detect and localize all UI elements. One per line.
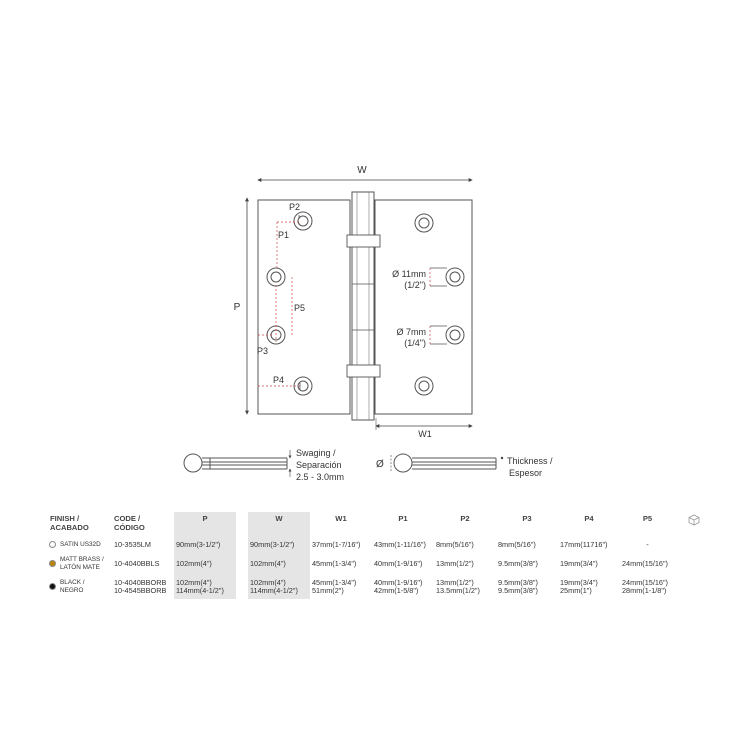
w1-value: 45mm(1-3/4") (312, 558, 357, 568)
p5-cell (620, 576, 675, 599)
p1-cell (372, 553, 434, 576)
p3-value: 9.5mm(3/8") (498, 577, 538, 587)
p-value: 102mm(4") (176, 558, 212, 568)
table-row (48, 576, 713, 599)
p2-value: 13mm(1/2") (436, 577, 474, 587)
p1-value: 42mm(1-5/8") (374, 586, 419, 596)
p3-value: 9.5mm(3/8") (498, 586, 538, 596)
header-w1: W1 (335, 514, 347, 523)
thickness-pointer-dot (501, 457, 503, 459)
p2-cell (434, 538, 496, 553)
header-p2: P2 (460, 514, 470, 523)
p3-label: P3 (257, 346, 269, 356)
p-value: 102mm(4") (176, 577, 212, 587)
p4-value: 17mm(11716") (560, 540, 608, 549)
finish-cell (48, 576, 112, 599)
p3-cell (496, 538, 558, 553)
p1-value: 40mm(1-9/16") (374, 577, 423, 587)
w-value: 102mm(4") (250, 577, 286, 587)
p4-cell (558, 576, 620, 599)
header-w: W (248, 512, 310, 538)
w1-value: 45mm(1-3/4") (312, 577, 357, 587)
code-value: 10-3535LM (114, 540, 151, 549)
p2-value: 13mm(1/2") (436, 558, 474, 568)
p4-label: P4 (273, 375, 285, 385)
p2-cell (434, 576, 496, 599)
header-p1: P1 (398, 514, 408, 523)
p3-value: 9.5mm(3/8") (498, 558, 538, 568)
swaging-side-view (184, 454, 287, 472)
p2-label: P2 (289, 202, 301, 212)
barrel-diameter-symbol: Ø (376, 459, 384, 470)
p5-value: 24mm(15/16") (622, 577, 668, 587)
w-value: 90mm(3-1/2") (250, 540, 295, 549)
p5-value: 28mm(1-1/8") (622, 586, 667, 596)
p2-value: 8mm(5/16") (436, 540, 474, 549)
code-cell (112, 576, 174, 599)
finish-cell (48, 538, 112, 553)
p4-value: 25mm(1") (560, 586, 592, 596)
p2-cell (434, 553, 496, 576)
p5-value: 24mm(15/16") (622, 558, 668, 568)
w1-cell (310, 553, 372, 576)
header-p3: P3 (522, 514, 532, 523)
large-hole-fraction: (1/2") (404, 280, 426, 290)
table-header-row (48, 512, 713, 538)
height-dimension (234, 198, 247, 414)
p1-cell (372, 576, 434, 599)
header-code: CODE / CÓDIGO (114, 514, 145, 532)
finish-text: MATT BRASS / (60, 555, 104, 563)
finish-text: BLACK / (60, 578, 85, 586)
small-hole-diameter: Ø 7mm (396, 327, 426, 337)
p4-value: 19mm(3/4") (560, 558, 598, 568)
cube-outline-icon (688, 514, 700, 526)
code-cell (112, 553, 174, 576)
p3-cell (496, 553, 558, 576)
p1-label: P1 (278, 230, 290, 240)
p-cell (174, 538, 236, 553)
code-value: 10-4040BBLS (114, 558, 160, 568)
width-label: W (357, 165, 367, 176)
p5-cell (620, 538, 675, 553)
swaging-label-1: Swaging / (296, 448, 336, 458)
w-value: 114mm(4-1/2") (250, 586, 298, 596)
finish-text: NEGRO (60, 587, 84, 595)
p3-value: 8mm(5/16") (498, 540, 536, 549)
p5-cell (620, 553, 675, 576)
header-p4: P4 (584, 514, 594, 523)
small-hole-fraction: (1/4") (404, 338, 426, 348)
p2-value: 13.5mm(1/2") (436, 586, 480, 596)
w-cell (248, 576, 310, 599)
swaging-label-3: 2.5 - 3.0mm (296, 472, 345, 482)
p4-value: 19mm(3/4") (560, 577, 598, 587)
w-cell (248, 538, 310, 553)
finish-swatch-icon (49, 560, 56, 567)
thickness-label-2: Espesor (509, 468, 543, 478)
p-cell (174, 576, 236, 599)
header-finish: FINISH / ACABADO (50, 514, 89, 532)
finish-swatch-icon (49, 541, 56, 548)
p5-label: P5 (294, 303, 306, 313)
finish-swatch-icon (49, 583, 56, 590)
spec-table (48, 512, 713, 599)
width-dimension (258, 165, 472, 180)
p4-cell (558, 553, 620, 576)
table-row (48, 538, 713, 553)
p1-value: 43mm(1-11/16") (374, 540, 426, 549)
p3-cell (496, 576, 558, 599)
p-value: 90mm(3-1/2") (176, 540, 221, 549)
p-cell (174, 553, 236, 576)
finish-cell (48, 553, 112, 576)
code-value: 10-4040BBORB (114, 577, 167, 587)
height-label: P (233, 302, 241, 313)
w-value: 102mm(4") (250, 558, 286, 568)
code-cell (112, 538, 174, 553)
swaging-label-2: Separación (296, 460, 342, 470)
w1-value: 37mm(1-7/16") (312, 540, 361, 549)
w1-label: W1 (418, 429, 432, 439)
finish-text: SATIN US32D (60, 541, 101, 548)
w-cell (248, 553, 310, 576)
finish-text: LATÓN MATE (60, 564, 100, 572)
header-p: P (174, 512, 236, 538)
w1-dimension (376, 418, 472, 439)
code-value: 10-4545BBORB (114, 586, 167, 596)
w1-cell (310, 576, 372, 599)
thickness-side-view (394, 454, 496, 472)
p5-value: - (646, 540, 649, 549)
p-value: 114mm(4-1/2") (176, 586, 224, 596)
w1-cell (310, 538, 372, 553)
p1-value: 40mm(1-9/16") (374, 558, 423, 568)
large-hole-diameter: Ø 11mm (392, 269, 426, 279)
header-p5: P5 (642, 514, 653, 523)
w1-value: 51mm(2") (312, 586, 344, 596)
p1-cell (372, 538, 434, 553)
thickness-label-1: Thickness / (507, 456, 553, 466)
p4-cell (558, 538, 620, 553)
table-row (48, 553, 713, 576)
